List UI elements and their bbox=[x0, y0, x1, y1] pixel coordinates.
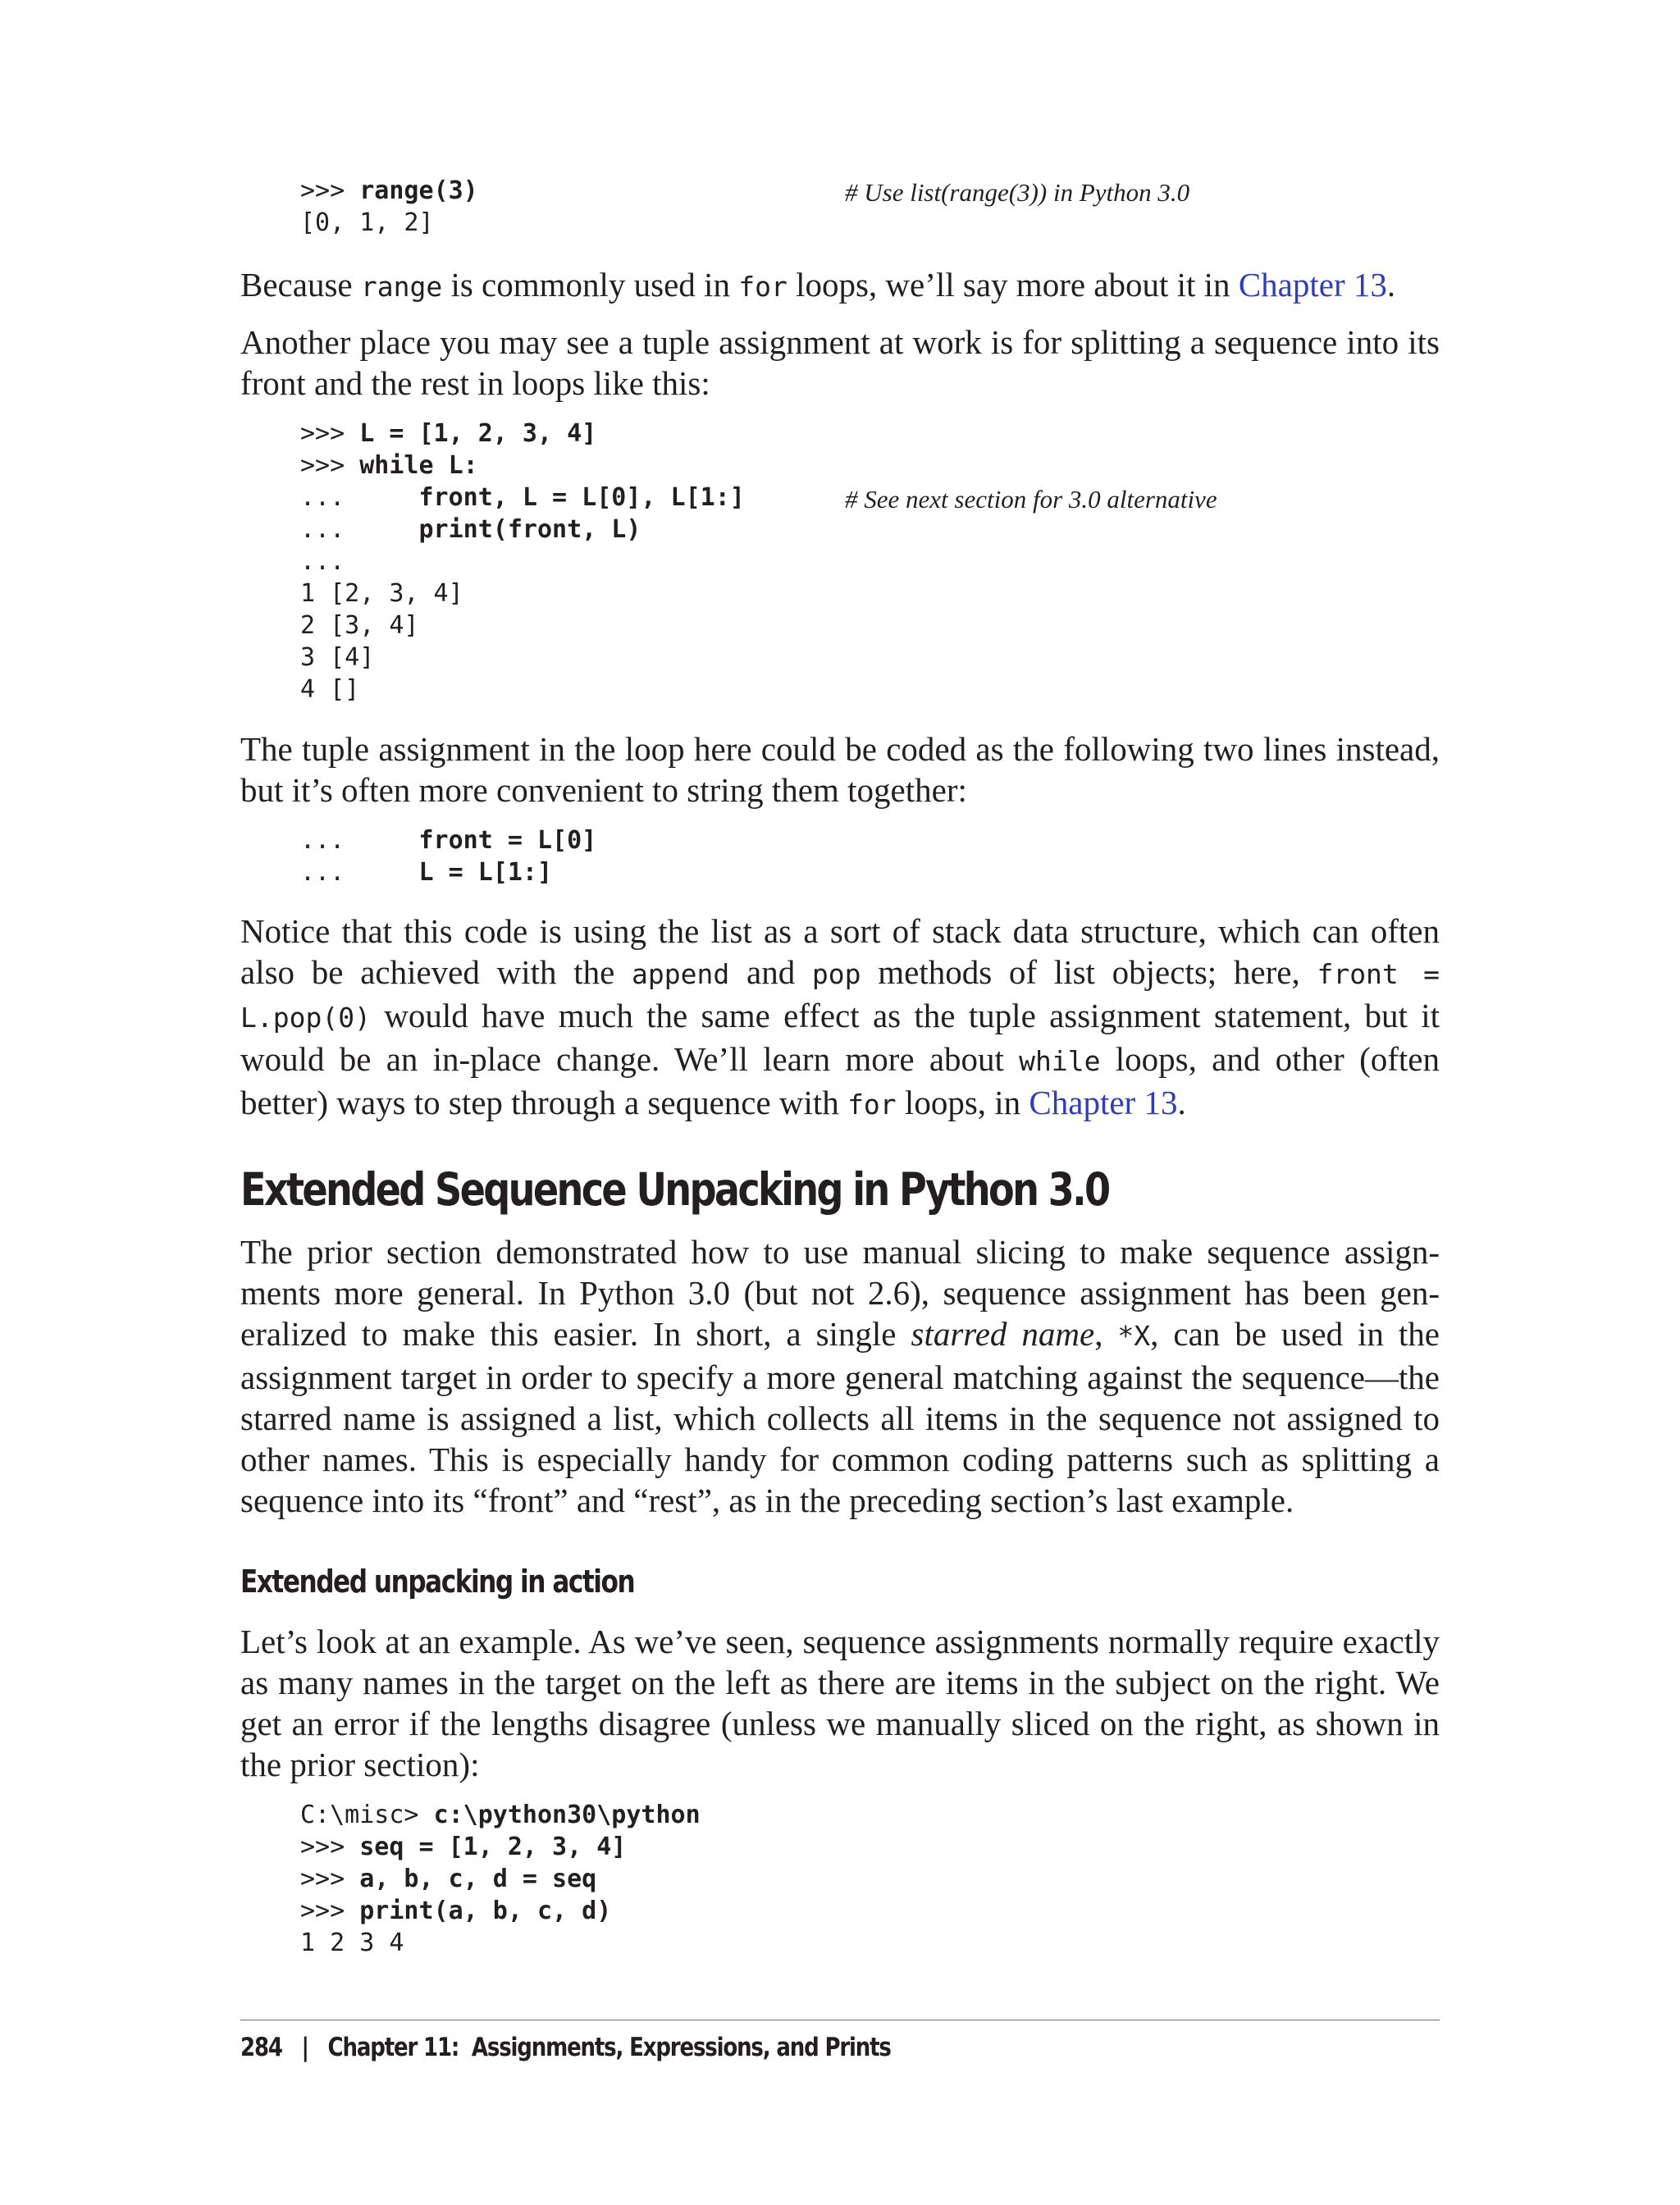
code-prompt: C:\misc> bbox=[300, 1801, 434, 1829]
code-command: c:\python30\python bbox=[433, 1801, 701, 1829]
page-number: 284 bbox=[240, 2033, 282, 2062]
chapter-13-link[interactable]: Chapter 13 bbox=[1029, 1084, 1178, 1121]
code-prompt: ... bbox=[300, 515, 419, 544]
code-command: a, b, c, d = seq bbox=[359, 1865, 597, 1893]
code-prompt: ... bbox=[300, 826, 419, 855]
inline-code: while bbox=[1019, 1045, 1101, 1077]
code-prompt: ... bbox=[300, 483, 419, 512]
code-prompt: >>> bbox=[300, 1865, 360, 1893]
code-prompt: ... bbox=[300, 858, 419, 887]
code-command: print(a, b, c, d) bbox=[359, 1897, 612, 1925]
code-command: seq = [1, 2, 3, 4] bbox=[359, 1833, 627, 1861]
code-command: front = L[0] bbox=[418, 826, 597, 855]
code-output: 1 2 3 4 bbox=[300, 1929, 404, 1957]
inline-code: front = L.pop(0) bbox=[240, 958, 1440, 1034]
inline-code: for bbox=[847, 1089, 897, 1121]
paragraph-tuple-assignment: Another place you may see a tuple assignment at work is for splitting a sequence into its front and the rest in loops like this: bbox=[240, 323, 1440, 402]
code-prompt: >>> bbox=[300, 419, 360, 448]
paragraph-two-lines: The tuple assignment in the loop here could be coded as the following two lines instead, but it’s often more convenient to string them together: bbox=[240, 730, 1440, 809]
page-footer bbox=[240, 2031, 891, 2064]
code-command: L = L[1:] bbox=[418, 858, 553, 887]
code-block-while-loop bbox=[300, 418, 1217, 705]
code-comment: # See next section for 3.0 alternative bbox=[845, 485, 1217, 514]
code-prompt: >>> bbox=[300, 1833, 360, 1861]
paragraph-range-loops: Because range is commonly used in for loops, we’ll say more about it in Chapter 13. bbox=[240, 266, 1396, 304]
code-command: front, L = L[0], L[1:] bbox=[418, 483, 745, 512]
paragraph-stack-structure: Notice that this code is using the list as a sort of stack data structure, which can often also be achieved with the append and pop methods of list objects; here, front = L.pop(0) would have much the same effect as the tuple assignment statement, but it would be an in-place change. We’ll learn more about while loops, and other (often better) ways to step through a sequence with for loops, in Chapter 13. bbox=[240, 912, 1440, 1121]
code-prompt: ... bbox=[300, 547, 345, 576]
code-block-range bbox=[300, 175, 1190, 239]
code-comment: # Use list(range(3)) in Python 3.0 bbox=[845, 178, 1190, 207]
paragraph-extended-unpacking: The prior section demonstrated how to use manual slicing to make sequence assign-ments more general. In Python 3.0 (but not 2.6), sequence assignment has been gen-eralized to make this easier. In short, a single starred name, *X, can be used in the assignment target in order to specify a more general matching against the sequence—the starred name is assigned a list, which collects all items in the sequence not assigned to other names. This is especially handy for common coding patterns such as splitting a sequence into its “front” and “rest”, as in the preceding section’s last example. bbox=[240, 1233, 1440, 1519]
code-command: range(3) bbox=[359, 176, 478, 205]
chapter-title: Chapter 11: Assignments, Expressions, and Prints bbox=[327, 2033, 891, 2062]
inline-code: pop bbox=[811, 958, 861, 990]
inline-code: append bbox=[632, 958, 730, 990]
code-prompt: >>> bbox=[300, 176, 360, 205]
code-command: print(front, L) bbox=[418, 515, 641, 544]
code-output: [0, 1, 2] bbox=[300, 208, 434, 237]
code-prompt: >>> bbox=[300, 1897, 360, 1925]
code-command: L = [1, 2, 3, 4] bbox=[359, 419, 597, 448]
inline-code: range bbox=[360, 271, 443, 303]
code-output: 3 [4] bbox=[300, 643, 375, 672]
code-command: while L: bbox=[359, 451, 478, 480]
code-output: 1 [2, 3, 4] bbox=[300, 579, 463, 608]
inline-code: *X bbox=[1117, 1320, 1151, 1352]
subsection-heading: Extended unpacking in action bbox=[240, 1564, 635, 1600]
emphasis: starred name bbox=[911, 1315, 1095, 1353]
code-prompt: >>> bbox=[300, 451, 360, 480]
chapter-13-link[interactable]: Chapter 13 bbox=[1238, 266, 1387, 304]
code-block-two-lines bbox=[300, 824, 596, 888]
paragraph-example-intro: Let’s look at an example. As we’ve seen, sequence assignments normally require exactly as many names in the target on the left as there are items in the subject on the right. We get an error if the lengths disagree (unless we manually sliced on the right, as shown in the prior section): bbox=[240, 1623, 1440, 1783]
code-block-sequence bbox=[300, 1799, 701, 1959]
code-output: 4 [] bbox=[300, 675, 360, 704]
footer-separator: | bbox=[301, 2033, 308, 2062]
section-heading: Extended Sequence Unpacking in Python 3.0 bbox=[240, 1163, 1109, 1216]
inline-code: for bbox=[738, 271, 788, 303]
code-output: 2 [3, 4] bbox=[300, 611, 419, 640]
